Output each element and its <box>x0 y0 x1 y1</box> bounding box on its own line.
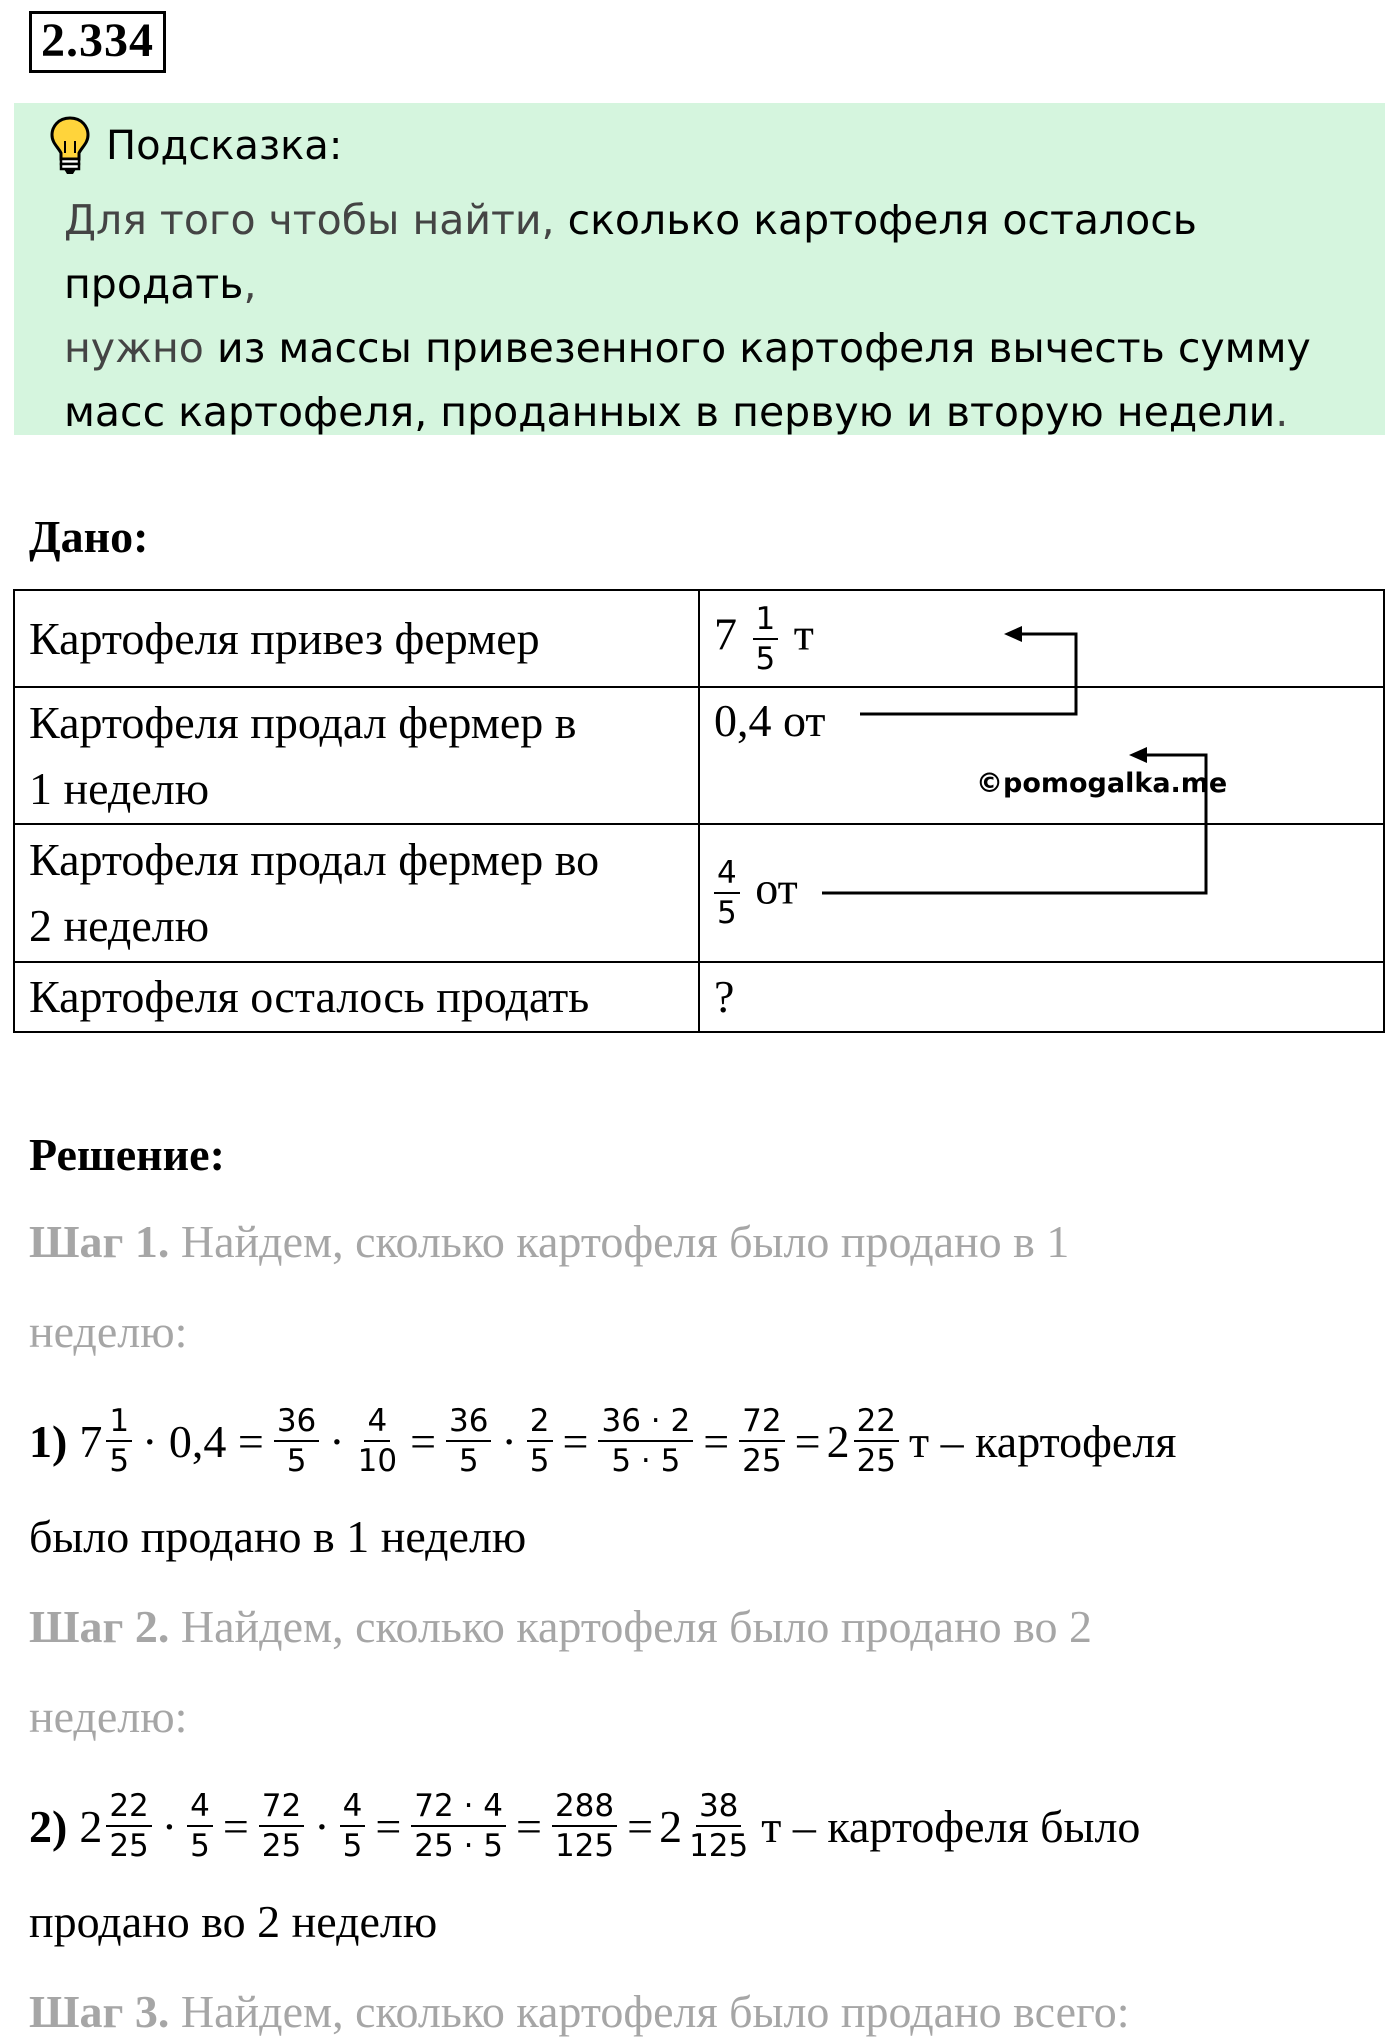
step-1-cont: неделю: <box>29 1306 188 1357</box>
row-label: Картофеля продал фермер во 2 неделю <box>14 824 699 962</box>
hint-text-part: . <box>1275 388 1289 436</box>
hint-emphasis: масс картофеля, проданных в первую и вторую недели <box>64 388 1276 436</box>
row-value: 0,4 от <box>699 687 1384 824</box>
hint-text-part: нужно <box>64 324 217 372</box>
hint-emphasis: сколько картофеля осталось продать <box>64 196 1197 308</box>
hint-title: Подсказка: <box>106 123 343 169</box>
equation-2: 2) 2 $\frac{22}{25}$ · $\frac{4}{5}$ = $\frac{72}{25}$ · $\frac{4}{5}$ = $\frac{72 \cdot 4}{25 \cdot 5}$ = $\frac{288}{125}$ = 2 $\frac{38}{125}$ т – картофеля было <box>29 1788 1141 1864</box>
given-heading: Дано: <box>29 511 149 562</box>
row-tail: от <box>755 862 798 914</box>
whole-part: 7 <box>714 608 737 660</box>
fraction: $\frac{1}{5}$ <box>753 600 779 678</box>
hint-text-part: Для того чтобы найти, <box>64 196 568 244</box>
step-3: Шаг 3. Найдем, сколько картофеля было продано всего: <box>29 1986 1130 2037</box>
arrow-week1 <box>860 634 1076 714</box>
row-label: Картофеля привез фермер <box>14 590 699 687</box>
problem-number: 2.334 <box>29 11 166 73</box>
arrow-week2 <box>822 755 1206 893</box>
row-value: ? <box>699 962 1384 1032</box>
unit: т <box>793 608 814 660</box>
step-1: Шаг 1. Найдем, сколько картофеля было продано в 1 <box>29 1216 1070 1267</box>
row-label: Картофеля осталось продать <box>14 962 699 1032</box>
step-2-cont: неделю: <box>29 1691 188 1742</box>
hint-text-part: , <box>243 260 257 308</box>
equation-1: 1) 7 $\frac{1}{5}$ · 0,4 = $\frac{36}{5}$ · $\frac{4}{10}$ = $\frac{36}{5}$ · $\frac{2}{5}$ = $\frac{36 \cdot 2}{5 \cdot 5}$ = $\frac{72}{25}$ = 2 $\frac{22}{25}$ т – картофеля <box>29 1403 1177 1479</box>
equation-1-cont: было продано в 1 неделю <box>29 1511 527 1562</box>
fraction: $\frac{4}{5}$ <box>714 854 740 932</box>
equation-2-cont: продано во 2 неделю <box>29 1896 438 1947</box>
arrowhead <box>1004 626 1022 642</box>
step-2: Шаг 2. Найдем, сколько картофеля было продано во 2 <box>29 1601 1093 1652</box>
arrowhead <box>1129 747 1147 763</box>
watermark: ©pomogalka.me <box>976 768 1228 799</box>
solution-heading: Решение: <box>29 1129 225 1180</box>
hint-emphasis: из массы привезенного картофеля вычесть сумму <box>216 324 1311 372</box>
row-label: Картофеля продал фермер в 1 неделю <box>14 687 699 824</box>
